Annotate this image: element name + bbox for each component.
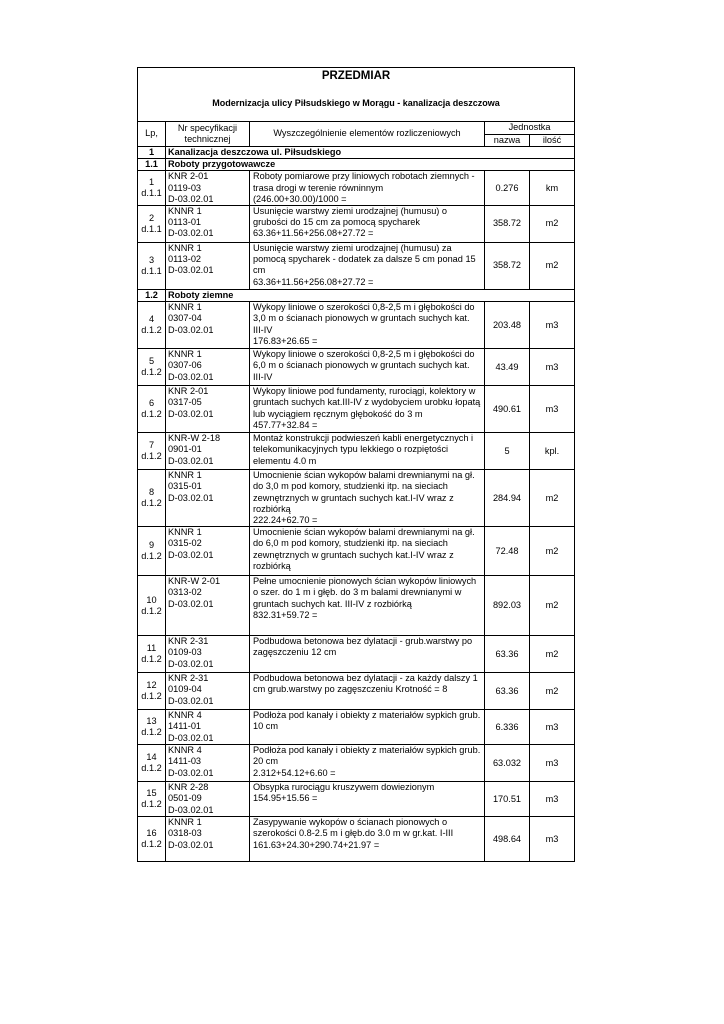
item-lp: 5 d.1.2 — [138, 349, 166, 386]
item-quantity: 5 — [485, 433, 530, 470]
item-quantity: 0.276 — [485, 171, 530, 206]
item-description: Usunięcie warstwy ziemi urodzajnej (humusu) o grubości do 15 cm za pomocą spycharek 63.36+11.56+256.08+27.72 = — [250, 206, 485, 243]
item-description: Zasypywanie wykopów o ścianach pionowych o szerokości 0.8-2.5 m i głęb.do 3.0 m w gr.kat. I-III 161.63+24.30+290.74+21.97 = — [250, 817, 485, 862]
item-quantity: 63.032 — [485, 745, 530, 782]
item-quantity: 43.49 — [485, 349, 530, 386]
item-unit: m3 — [530, 302, 575, 349]
item-spec: KNNR 1 0318-03 D-03.02.01 — [166, 817, 250, 862]
item-quantity: 203.48 — [485, 302, 530, 349]
item-spec: KNR-W 2-18 0901-01 D-03.02.01 — [166, 433, 250, 470]
item-description: Podbudowa betonowa bez dylatacji - grub.warstwy po zagęszczeniu 12 cm — [250, 636, 485, 673]
table-row — [138, 206, 575, 243]
item-quantity: 284.94 — [485, 470, 530, 527]
item-description: Wykopy liniowe pod fundamenty, rurociągi, kolektory w gruntach suchych kat.III-IV z wydobyciem urobku łopatą lub wyciągiem ręcznym głębokość do 3 m 457.77+32.84 = — [250, 386, 485, 433]
table-row — [138, 710, 575, 745]
item-spec: KNR 2-31 0109-03 D-03.02.01 — [166, 636, 250, 673]
table-row — [138, 673, 575, 710]
item-spec: KNNR 1 0315-02 D-03.02.01 — [166, 527, 250, 576]
item-spec: KNNR 1 0113-02 D-03.02.01 — [166, 243, 250, 290]
section-number: 1.1 — [138, 159, 166, 171]
item-unit: km — [530, 171, 575, 206]
item-unit: m3 — [530, 386, 575, 433]
item-description: Podbudowa betonowa bez dylatacji - za każdy dalszy 1 cm grub.warstwy po zagęszczeniu Krotność = 8 — [250, 673, 485, 710]
item-unit: kpl. — [530, 433, 575, 470]
item-description: Montaż konstrukcji podwieszeń kabli energetycznych i telekomunikacyjnych typu lekkiego o rozpiętości elementu 4.0 m — [250, 433, 485, 470]
item-unit: m2 — [530, 576, 575, 636]
item-unit: m2 — [530, 243, 575, 290]
item-unit: m2 — [530, 206, 575, 243]
section-number: 1 — [138, 147, 166, 159]
table-row — [138, 349, 575, 386]
table-row — [138, 817, 575, 862]
header-spec: Nr specyfikacji technicznej — [166, 122, 250, 147]
section-title: Kanalizacja deszczowa ul. Piłsudskiego — [166, 147, 575, 159]
section-title: Roboty przygotowawcze — [166, 159, 575, 171]
section-row — [138, 290, 575, 302]
header-unit-name: nazwa — [485, 134, 530, 147]
item-lp: 3 d.1.1 — [138, 243, 166, 290]
item-spec: KNNR 4 1411-03 D-03.02.01 — [166, 745, 250, 782]
item-description: Roboty pomiarowe przy liniowych robotach ziemnych - trasa drogi w terenie równinnym (246.00+30.00)/1000 = — [250, 171, 485, 206]
table-row — [138, 527, 575, 576]
item-description: Wykopy liniowe o szerokości 0,8-2,5 m i głębokości do 6,0 m o ścianach pionowych w gruntach suchych kat. III-IV — [250, 349, 485, 386]
table-row — [138, 636, 575, 673]
item-quantity: 72.48 — [485, 527, 530, 576]
item-lp: 4 d.1.2 — [138, 302, 166, 349]
item-lp: 10 d.1.2 — [138, 576, 166, 636]
item-quantity: 63.36 — [485, 673, 530, 710]
section-row — [138, 147, 575, 159]
item-quantity: 170.51 — [485, 782, 530, 817]
item-description: Podłoża pod kanały i obiekty z materiałów sypkich grub. 20 cm 2.312+54.12+6.60 = — [250, 745, 485, 782]
item-unit: m2 — [530, 673, 575, 710]
item-description: Obsypka rurociągu kruszywem dowiezionym 154.95+15.56 = — [250, 782, 485, 817]
section-row — [138, 159, 575, 171]
item-spec: KNNR 1 0307-06 D-03.02.01 — [166, 349, 250, 386]
item-description: Umocnienie ścian wykopów balami drewnianymi na gł. do 3,0 m pod komory, studzienki itp. na sieciach zewnętrznych w gruntach suchych kat.I-IV wraz z rozbiórką 222.24+62.70 = — [250, 470, 485, 527]
section-number: 1.2 — [138, 290, 166, 302]
table-row — [138, 745, 575, 782]
document-title: PRZEDMIAR — [138, 68, 575, 87]
item-unit: m3 — [530, 817, 575, 862]
item-description: Umocnienie ścian wykopów balami drewnianymi na gł. do 6,0 m pod komory, studzienki itp. na sieciach zewnętrznych w gruntach suchych kat.I-IV wraz z rozbiórką — [250, 527, 485, 576]
item-lp: 13 d.1.2 — [138, 710, 166, 745]
item-spec: KNR 2-28 0501-09 D-03.02.01 — [166, 782, 250, 817]
item-lp: 6 d.1.2 — [138, 386, 166, 433]
item-description: Podłoża pod kanały i obiekty z materiałów sypkich grub. 10 cm — [250, 710, 485, 745]
subtitle-row — [138, 86, 575, 122]
item-quantity: 358.72 — [485, 243, 530, 290]
item-unit: m3 — [530, 710, 575, 745]
item-lp: 9 d.1.2 — [138, 527, 166, 576]
item-spec: KNR 2-01 0317-05 D-03.02.01 — [166, 386, 250, 433]
item-spec: KNNR 1 0315-01 D-03.02.01 — [166, 470, 250, 527]
item-lp: 11 d.1.2 — [138, 636, 166, 673]
item-unit: m3 — [530, 782, 575, 817]
item-quantity: 358.72 — [485, 206, 530, 243]
item-spec: KNR-W 2-01 0313-02 D-03.02.01 — [166, 576, 250, 636]
table-row — [138, 576, 575, 636]
item-lp: 2 d.1.1 — [138, 206, 166, 243]
item-lp: 12 d.1.2 — [138, 673, 166, 710]
table-row — [138, 302, 575, 349]
header-unit-group: Jednostka — [485, 122, 575, 135]
item-spec: KNR 2-01 0119-03 D-03.02.01 — [166, 171, 250, 206]
item-lp: 7 d.1.2 — [138, 433, 166, 470]
estimate-sheet — [137, 67, 574, 862]
header-unit-qty: ilość — [530, 134, 575, 147]
title-row — [138, 68, 575, 87]
item-unit: m3 — [530, 745, 575, 782]
item-spec: KNNR 1 0307-04 D-03.02.01 — [166, 302, 250, 349]
item-lp: 1 d.1.1 — [138, 171, 166, 206]
document-subtitle: Modernizacja ulicy Piłsudskiego w Morągu - kanalizacja deszczowa — [138, 86, 575, 122]
item-spec: KNR 2-31 0109-04 D-03.02.01 — [166, 673, 250, 710]
estimate-table — [137, 67, 575, 862]
header-lp: Lp, — [138, 122, 166, 147]
item-spec: KNNR 4 1411-01 D-03.02.01 — [166, 710, 250, 745]
item-quantity: 6.336 — [485, 710, 530, 745]
table-row — [138, 782, 575, 817]
table-row — [138, 171, 575, 206]
item-description: Usunięcie warstwy ziemi urodzajnej (humusu) za pomocą spycharek - dodatek za dalsze 5 cm ponad 15 cm 63.36+11.56+256.08+27.72 = — [250, 243, 485, 290]
item-quantity: 498.64 — [485, 817, 530, 862]
item-unit: m2 — [530, 470, 575, 527]
item-unit: m3 — [530, 349, 575, 386]
item-lp: 14 d.1.2 — [138, 745, 166, 782]
item-quantity: 892.03 — [485, 576, 530, 636]
item-lp: 15 d.1.2 — [138, 782, 166, 817]
item-description: Wykopy liniowe o szerokości 0,8-2,5 m i głębokości do 3,0 m o ścianach pionowych w gruntach suchych kat. III-IV 176.83+26.65 = — [250, 302, 485, 349]
section-title: Roboty ziemne — [166, 290, 575, 302]
table-row — [138, 433, 575, 470]
item-unit: m2 — [530, 527, 575, 576]
table-row — [138, 243, 575, 290]
header-desc: Wyszczególnienie elementów rozliczeniowych — [250, 122, 485, 147]
item-quantity: 63.36 — [485, 636, 530, 673]
table-row — [138, 386, 575, 433]
header-row — [138, 122, 575, 135]
item-quantity: 490.61 — [485, 386, 530, 433]
item-unit: m2 — [530, 636, 575, 673]
item-spec: KNNR 1 0113-01 D-03.02.01 — [166, 206, 250, 243]
item-lp: 8 d.1.2 — [138, 470, 166, 527]
item-lp: 16 d.1.2 — [138, 817, 166, 862]
table-row — [138, 470, 575, 527]
item-description: Pełne umocnienie pionowych ścian wykopów liniowych o szer. do 1 m i głęb. do 3 m balami drewnianymi w gruntach suchych kat. III-IV z rozbiórką 832.31+59.72 = — [250, 576, 485, 636]
